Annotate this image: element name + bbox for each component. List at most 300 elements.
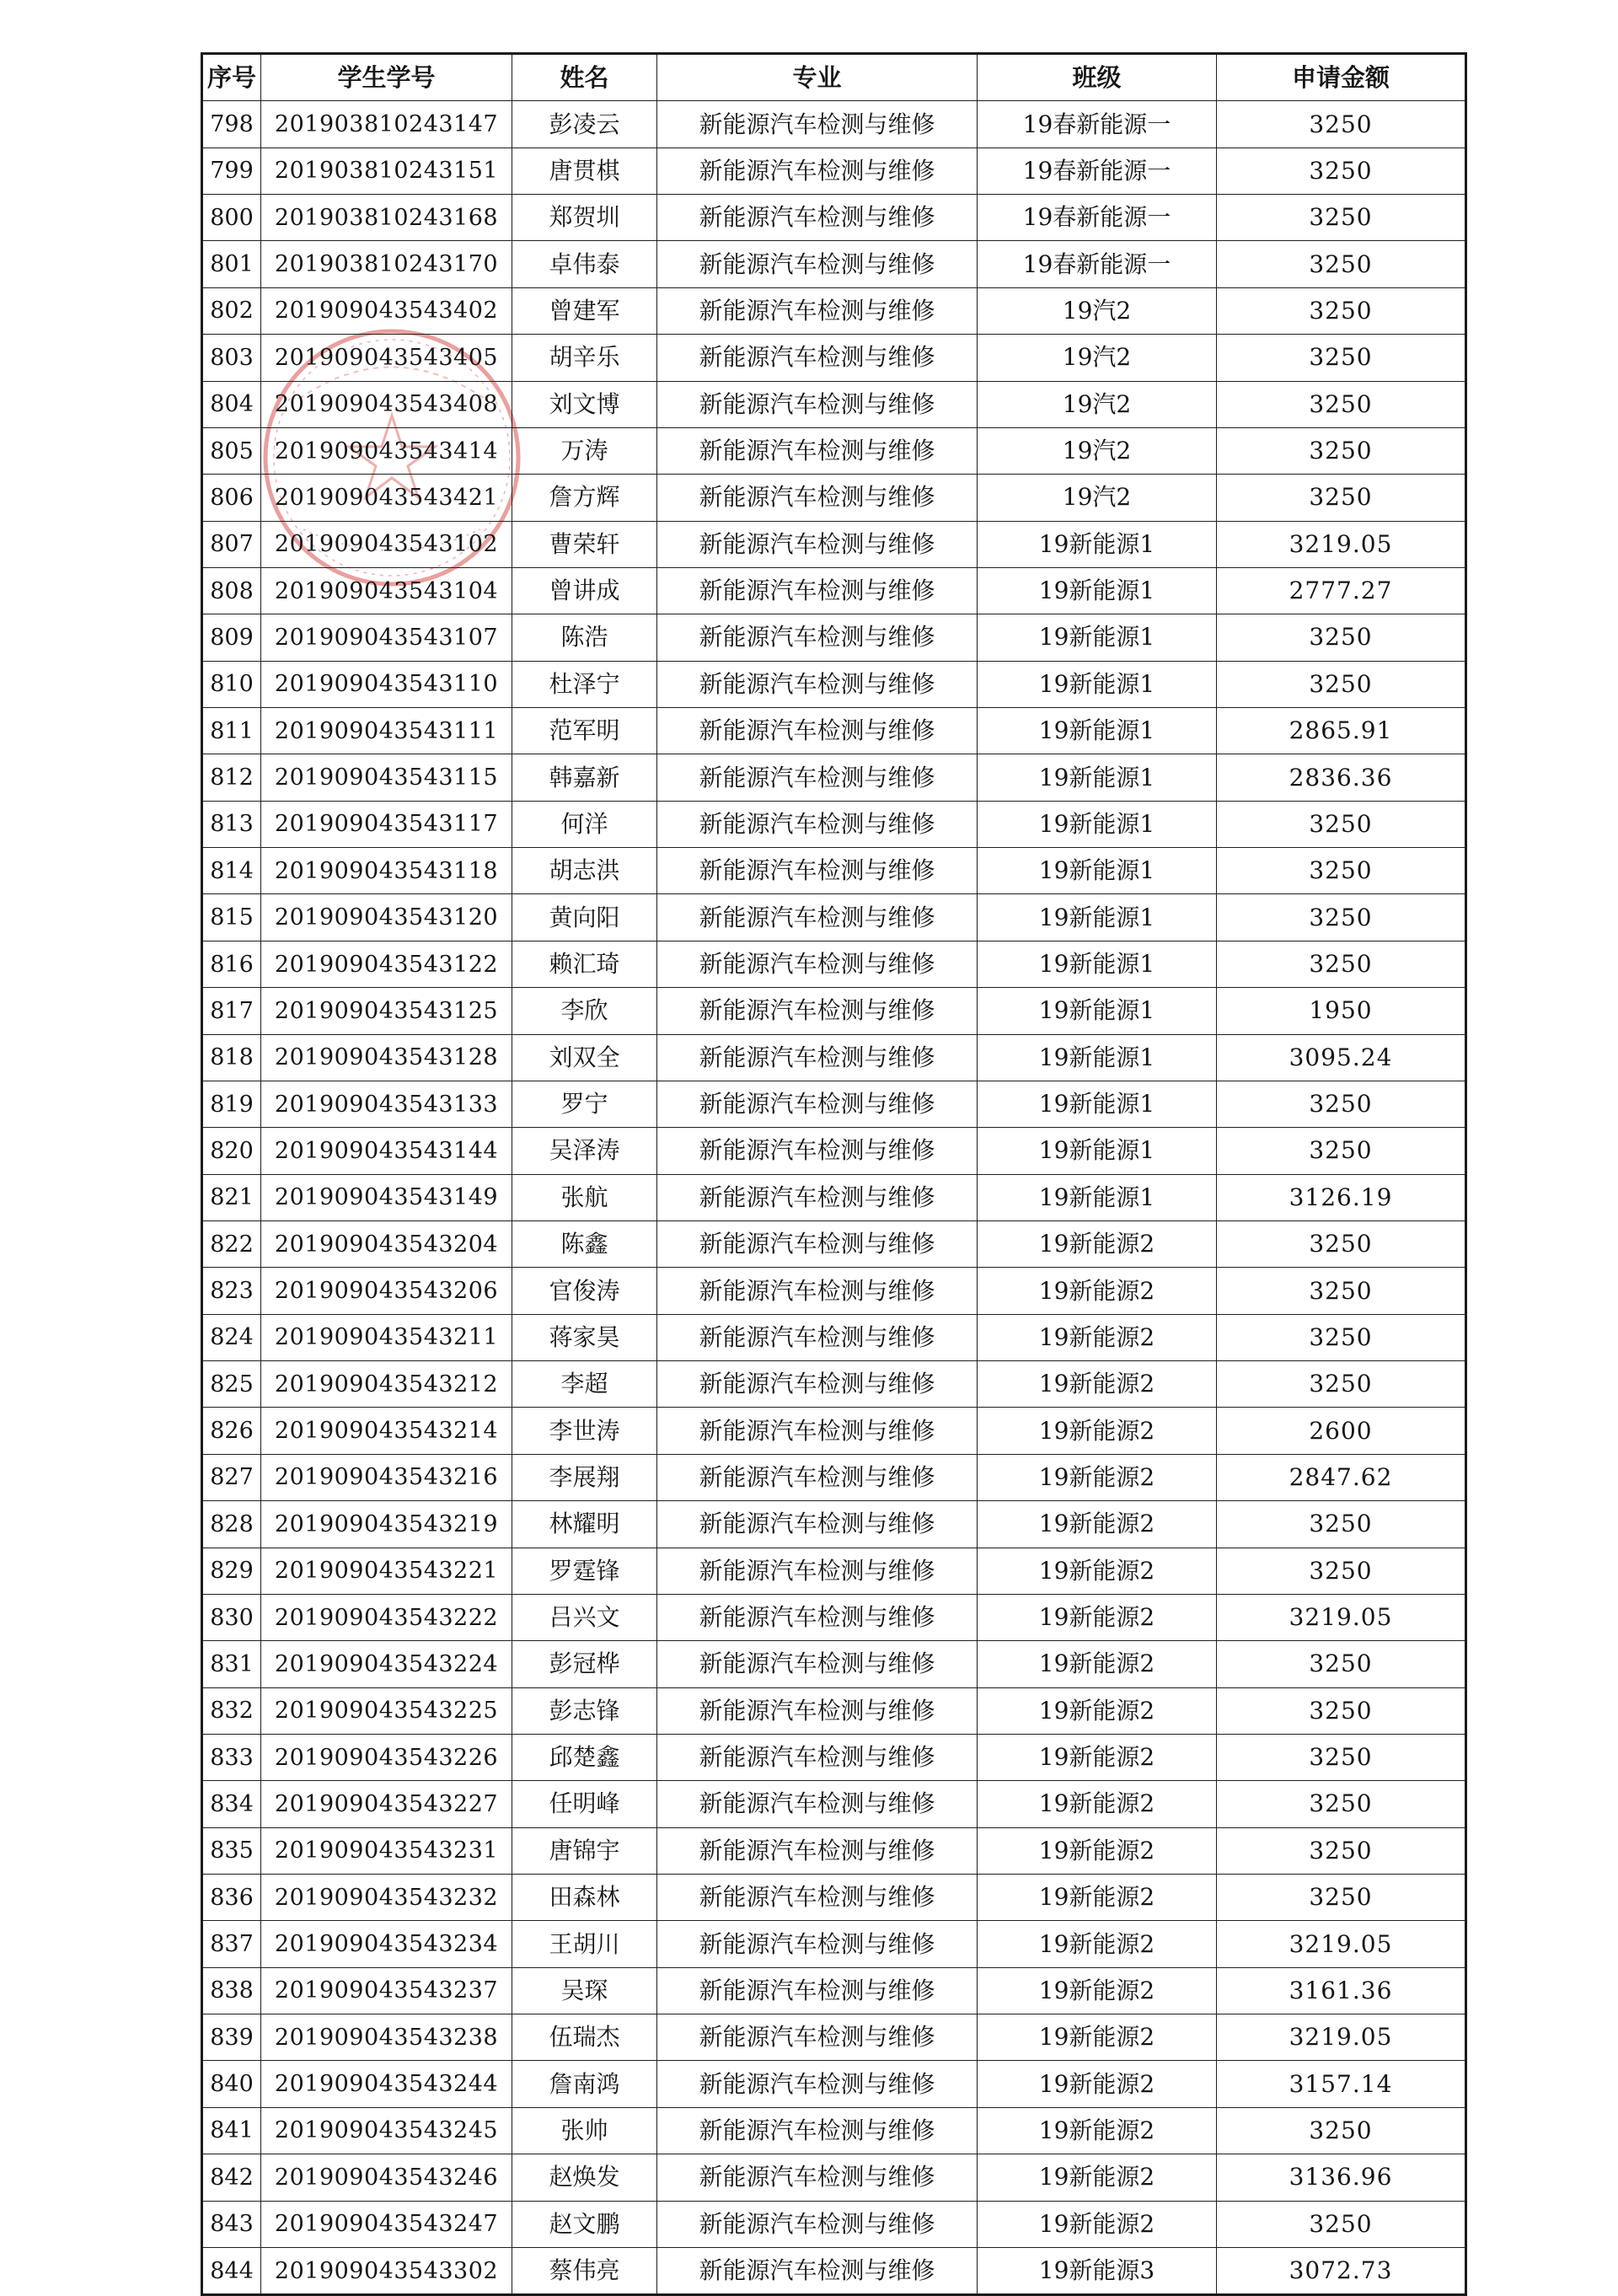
cell-major: 新能源汽车检测与维修 bbox=[657, 1220, 978, 1267]
cell-amount: 1950 bbox=[1217, 988, 1466, 1034]
cell-amount: 3250 bbox=[1217, 2201, 1466, 2247]
cell-name: 彭凌云 bbox=[512, 101, 657, 148]
cell-name: 吕兴文 bbox=[512, 1594, 657, 1640]
cell-name: 詹方辉 bbox=[512, 475, 657, 521]
table-row bbox=[202, 941, 1466, 987]
cell-class: 19新能源2 bbox=[978, 1361, 1217, 1408]
cell-name: 曾讲成 bbox=[512, 567, 657, 614]
cell-class: 19新能源2 bbox=[978, 2154, 1217, 2201]
cell-amount: 3250 bbox=[1217, 1827, 1466, 1874]
cell-id: 201909043543111 bbox=[261, 708, 512, 754]
cell-name: 万涛 bbox=[512, 427, 657, 474]
cell-name: 官俊涛 bbox=[512, 1268, 657, 1314]
cell-name: 赵焕发 bbox=[512, 2154, 657, 2201]
cell-name: 刘文博 bbox=[512, 381, 657, 427]
table-row bbox=[202, 2061, 1466, 2107]
cell-seq: 800 bbox=[202, 195, 261, 241]
cell-class: 19新能源1 bbox=[978, 708, 1217, 754]
cell-amount: 3250 bbox=[1217, 1687, 1466, 1734]
table-row bbox=[202, 614, 1466, 661]
header-student-id: 学生学号 bbox=[261, 54, 512, 101]
grant-application-table bbox=[201, 52, 1467, 2296]
header-amount: 申请金额 bbox=[1217, 54, 1466, 101]
cell-amount: 3250 bbox=[1217, 381, 1466, 427]
cell-class: 19新能源1 bbox=[978, 754, 1217, 801]
table-body bbox=[202, 101, 1466, 2295]
cell-id: 201909043543120 bbox=[261, 894, 512, 941]
cell-id: 201909043543414 bbox=[261, 427, 512, 474]
cell-class: 19新能源2 bbox=[978, 2107, 1217, 2154]
table-row bbox=[202, 1314, 1466, 1360]
cell-major: 新能源汽车检测与维修 bbox=[657, 1781, 978, 1827]
cell-name: 韩嘉新 bbox=[512, 754, 657, 801]
cell-amount: 2600 bbox=[1217, 1408, 1466, 1454]
cell-amount: 3250 bbox=[1217, 1501, 1466, 1548]
cell-major: 新能源汽车检测与维修 bbox=[657, 988, 978, 1034]
table-row bbox=[202, 1268, 1466, 1314]
cell-seq: 833 bbox=[202, 1734, 261, 1780]
cell-class: 19汽2 bbox=[978, 335, 1217, 381]
cell-major: 新能源汽车检测与维修 bbox=[657, 1174, 978, 1220]
cell-major: 新能源汽车检测与维修 bbox=[657, 1034, 978, 1081]
table-row bbox=[202, 1034, 1466, 1081]
cell-major: 新能源汽车检测与维修 bbox=[657, 148, 978, 194]
cell-major: 新能源汽车检测与维修 bbox=[657, 2247, 978, 2294]
cell-name: 彭冠桦 bbox=[512, 1641, 657, 1687]
cell-amount: 3250 bbox=[1217, 2107, 1466, 2154]
cell-id: 201909043543247 bbox=[261, 2201, 512, 2247]
cell-amount: 3250 bbox=[1217, 287, 1466, 334]
cell-id: 201909043543222 bbox=[261, 1594, 512, 1640]
cell-amount: 2865.91 bbox=[1217, 708, 1466, 754]
cell-name: 罗宁 bbox=[512, 1081, 657, 1127]
cell-seq: 805 bbox=[202, 427, 261, 474]
cell-seq: 822 bbox=[202, 1220, 261, 1267]
cell-class: 19新能源2 bbox=[978, 2201, 1217, 2247]
header-name: 姓名 bbox=[512, 54, 657, 101]
cell-class: 19新能源1 bbox=[978, 848, 1217, 894]
cell-seq: 803 bbox=[202, 335, 261, 381]
cell-seq: 836 bbox=[202, 1875, 261, 1921]
table-header-row bbox=[202, 54, 1466, 101]
cell-major: 新能源汽车检测与维修 bbox=[657, 941, 978, 987]
cell-id: 201909043543212 bbox=[261, 1361, 512, 1408]
cell-major: 新能源汽车检测与维修 bbox=[657, 241, 978, 287]
cell-class: 19新能源1 bbox=[978, 521, 1217, 567]
cell-id: 201909043543238 bbox=[261, 2014, 512, 2061]
table-row bbox=[202, 427, 1466, 474]
cell-name: 伍瑞杰 bbox=[512, 2014, 657, 2061]
cell-amount: 3250 bbox=[1217, 1734, 1466, 1780]
cell-name: 李世涛 bbox=[512, 1408, 657, 1454]
cell-major: 新能源汽车检测与维修 bbox=[657, 848, 978, 894]
cell-major: 新能源汽车检测与维修 bbox=[657, 1687, 978, 1734]
cell-amount: 3250 bbox=[1217, 1268, 1466, 1314]
cell-name: 何洋 bbox=[512, 801, 657, 847]
cell-class: 19新能源1 bbox=[978, 1034, 1217, 1081]
cell-major: 新能源汽车检测与维修 bbox=[657, 287, 978, 334]
cell-major: 新能源汽车检测与维修 bbox=[657, 1361, 978, 1408]
cell-id: 201909043543128 bbox=[261, 1034, 512, 1081]
cell-major: 新能源汽车检测与维修 bbox=[657, 1921, 978, 1967]
cell-name: 胡辛乐 bbox=[512, 335, 657, 381]
cell-class: 19新能源2 bbox=[978, 1967, 1217, 2014]
cell-id: 201909043543144 bbox=[261, 1128, 512, 1174]
table-row bbox=[202, 1174, 1466, 1220]
table-row bbox=[202, 801, 1466, 847]
cell-seq: 830 bbox=[202, 1594, 261, 1640]
cell-seq: 837 bbox=[202, 1921, 261, 1967]
table-row bbox=[202, 2014, 1466, 2061]
cell-major: 新能源汽车检测与维修 bbox=[657, 1875, 978, 1921]
cell-id: 201903810243147 bbox=[261, 101, 512, 148]
cell-amount: 3136.96 bbox=[1217, 2154, 1466, 2201]
cell-class: 19新能源2 bbox=[978, 1875, 1217, 1921]
table-row bbox=[202, 848, 1466, 894]
cell-id: 201909043543102 bbox=[261, 521, 512, 567]
cell-id: 201903810243170 bbox=[261, 241, 512, 287]
cell-seq: 832 bbox=[202, 1687, 261, 1734]
cell-seq: 819 bbox=[202, 1081, 261, 1127]
cell-class: 19新能源1 bbox=[978, 988, 1217, 1034]
cell-class: 19新能源1 bbox=[978, 941, 1217, 987]
cell-seq: 828 bbox=[202, 1501, 261, 1548]
cell-seq: 811 bbox=[202, 708, 261, 754]
table-row bbox=[202, 381, 1466, 427]
cell-amount: 3250 bbox=[1217, 475, 1466, 521]
cell-major: 新能源汽车检测与维修 bbox=[657, 1734, 978, 1780]
cell-id: 201909043543302 bbox=[261, 2247, 512, 2294]
cell-class: 19春新能源一 bbox=[978, 101, 1217, 148]
cell-seq: 812 bbox=[202, 754, 261, 801]
table-row bbox=[202, 1501, 1466, 1548]
cell-seq: 807 bbox=[202, 521, 261, 567]
table-row bbox=[202, 1081, 1466, 1127]
cell-major: 新能源汽车检测与维修 bbox=[657, 754, 978, 801]
cell-amount: 3250 bbox=[1217, 848, 1466, 894]
cell-major: 新能源汽车检测与维修 bbox=[657, 2014, 978, 2061]
cell-major: 新能源汽车检测与维修 bbox=[657, 894, 978, 941]
cell-amount: 3219.05 bbox=[1217, 1594, 1466, 1640]
cell-name: 陈鑫 bbox=[512, 1220, 657, 1267]
cell-name: 刘双全 bbox=[512, 1034, 657, 1081]
cell-seq: 840 bbox=[202, 2061, 261, 2107]
cell-seq: 838 bbox=[202, 1967, 261, 2014]
cell-seq: 809 bbox=[202, 614, 261, 661]
cell-name: 彭志锋 bbox=[512, 1687, 657, 1734]
cell-major: 新能源汽车检测与维修 bbox=[657, 381, 978, 427]
cell-id: 201909043543122 bbox=[261, 941, 512, 987]
cell-class: 19汽2 bbox=[978, 381, 1217, 427]
header-seq: 序号 bbox=[202, 54, 261, 101]
table-row bbox=[202, 1687, 1466, 1734]
cell-amount: 3072.73 bbox=[1217, 2247, 1466, 2294]
cell-id: 201903810243168 bbox=[261, 195, 512, 241]
cell-seq: 825 bbox=[202, 1361, 261, 1408]
cell-seq: 804 bbox=[202, 381, 261, 427]
cell-amount: 3250 bbox=[1217, 801, 1466, 847]
cell-class: 19新能源2 bbox=[978, 1921, 1217, 1967]
table-row bbox=[202, 1454, 1466, 1500]
cell-class: 19新能源2 bbox=[978, 2061, 1217, 2107]
cell-amount: 3250 bbox=[1217, 1781, 1466, 1827]
cell-id: 201909043543206 bbox=[261, 1268, 512, 1314]
table-row bbox=[202, 1921, 1466, 1967]
cell-id: 201909043543237 bbox=[261, 1967, 512, 2014]
header-major: 专业 bbox=[657, 54, 978, 101]
cell-name: 林耀明 bbox=[512, 1501, 657, 1548]
cell-id: 201909043543133 bbox=[261, 1081, 512, 1127]
cell-id: 201909043543219 bbox=[261, 1501, 512, 1548]
table-row bbox=[202, 148, 1466, 194]
cell-amount: 3250 bbox=[1217, 1875, 1466, 1921]
cell-name: 唐贯棋 bbox=[512, 148, 657, 194]
cell-class: 19新能源1 bbox=[978, 1081, 1217, 1127]
cell-name: 李展翔 bbox=[512, 1454, 657, 1500]
cell-amount: 3250 bbox=[1217, 894, 1466, 941]
table-row bbox=[202, 195, 1466, 241]
cell-class: 19新能源2 bbox=[978, 1781, 1217, 1827]
cell-class: 19新能源2 bbox=[978, 1314, 1217, 1360]
cell-name: 胡志洪 bbox=[512, 848, 657, 894]
cell-id: 201909043543125 bbox=[261, 988, 512, 1034]
cell-amount: 3126.19 bbox=[1217, 1174, 1466, 1220]
cell-class: 19新能源2 bbox=[978, 1594, 1217, 1640]
cell-id: 201909043543216 bbox=[261, 1454, 512, 1500]
cell-id: 201909043543245 bbox=[261, 2107, 512, 2154]
cell-seq: 802 bbox=[202, 287, 261, 334]
cell-class: 19新能源2 bbox=[978, 1548, 1217, 1594]
cell-name: 王胡川 bbox=[512, 1921, 657, 1967]
cell-class: 19新能源2 bbox=[978, 1734, 1217, 1780]
table-row bbox=[202, 894, 1466, 941]
cell-id: 201909043543118 bbox=[261, 848, 512, 894]
cell-name: 李超 bbox=[512, 1361, 657, 1408]
cell-name: 范军明 bbox=[512, 708, 657, 754]
cell-seq: 827 bbox=[202, 1454, 261, 1500]
cell-name: 詹南鸿 bbox=[512, 2061, 657, 2107]
cell-id: 201909043543234 bbox=[261, 1921, 512, 1967]
cell-class: 19汽2 bbox=[978, 287, 1217, 334]
cell-id: 201909043543214 bbox=[261, 1408, 512, 1454]
cell-class: 19新能源1 bbox=[978, 801, 1217, 847]
cell-seq: 813 bbox=[202, 801, 261, 847]
cell-amount: 3250 bbox=[1217, 101, 1466, 148]
cell-major: 新能源汽车检测与维修 bbox=[657, 1967, 978, 2014]
cell-major: 新能源汽车检测与维修 bbox=[657, 427, 978, 474]
cell-seq: 816 bbox=[202, 941, 261, 987]
cell-name: 蒋家昊 bbox=[512, 1314, 657, 1360]
cell-id: 201909043543110 bbox=[261, 661, 512, 707]
cell-class: 19汽2 bbox=[978, 427, 1217, 474]
cell-seq: 810 bbox=[202, 661, 261, 707]
table-row bbox=[202, 1781, 1466, 1827]
cell-amount: 3250 bbox=[1217, 241, 1466, 287]
table-row bbox=[202, 2201, 1466, 2247]
table-row bbox=[202, 1220, 1466, 1267]
cell-id: 201909043543227 bbox=[261, 1781, 512, 1827]
cell-class: 19新能源1 bbox=[978, 661, 1217, 707]
cell-major: 新能源汽车检测与维修 bbox=[657, 195, 978, 241]
cell-id: 201909043543226 bbox=[261, 1734, 512, 1780]
cell-amount: 3250 bbox=[1217, 148, 1466, 194]
cell-class: 19新能源2 bbox=[978, 2014, 1217, 2061]
table-row bbox=[202, 988, 1466, 1034]
cell-id: 201909043543204 bbox=[261, 1220, 512, 1267]
cell-id: 201909043543402 bbox=[261, 287, 512, 334]
cell-major: 新能源汽车检测与维修 bbox=[657, 661, 978, 707]
cell-seq: 820 bbox=[202, 1128, 261, 1174]
cell-name: 黄向阳 bbox=[512, 894, 657, 941]
cell-seq: 839 bbox=[202, 2014, 261, 2061]
cell-id: 201909043543405 bbox=[261, 335, 512, 381]
cell-class: 19新能源3 bbox=[978, 2247, 1217, 2294]
cell-seq: 799 bbox=[202, 148, 261, 194]
cell-amount: 3250 bbox=[1217, 1081, 1466, 1127]
cell-name: 陈浩 bbox=[512, 614, 657, 661]
table-row bbox=[202, 2107, 1466, 2154]
cell-name: 张航 bbox=[512, 1174, 657, 1220]
cell-id: 201909043543231 bbox=[261, 1827, 512, 1874]
table-row bbox=[202, 2247, 1466, 2294]
cell-seq: 823 bbox=[202, 1268, 261, 1314]
cell-seq: 831 bbox=[202, 1641, 261, 1687]
cell-name: 赵文鹏 bbox=[512, 2201, 657, 2247]
table-row bbox=[202, 1408, 1466, 1454]
cell-id: 201909043543232 bbox=[261, 1875, 512, 1921]
cell-name: 吴琛 bbox=[512, 1967, 657, 2014]
cell-major: 新能源汽车检测与维修 bbox=[657, 2107, 978, 2154]
cell-major: 新能源汽车检测与维修 bbox=[657, 1268, 978, 1314]
cell-name: 郑贺圳 bbox=[512, 195, 657, 241]
cell-id: 201909043543149 bbox=[261, 1174, 512, 1220]
cell-major: 新能源汽车检测与维修 bbox=[657, 708, 978, 754]
cell-amount: 2836.36 bbox=[1217, 754, 1466, 801]
cell-name: 赖汇琦 bbox=[512, 941, 657, 987]
cell-major: 新能源汽车检测与维修 bbox=[657, 101, 978, 148]
cell-id: 201903810243151 bbox=[261, 148, 512, 194]
table-row bbox=[202, 1594, 1466, 1640]
cell-amount: 3250 bbox=[1217, 1361, 1466, 1408]
cell-major: 新能源汽车检测与维修 bbox=[657, 2201, 978, 2247]
cell-class: 19春新能源一 bbox=[978, 241, 1217, 287]
cell-class: 19新能源2 bbox=[978, 1454, 1217, 1500]
cell-class: 19汽2 bbox=[978, 475, 1217, 521]
cell-amount: 3219.05 bbox=[1217, 1921, 1466, 1967]
cell-seq: 815 bbox=[202, 894, 261, 941]
cell-amount: 3161.36 bbox=[1217, 1967, 1466, 2014]
cell-seq: 835 bbox=[202, 1827, 261, 1874]
cell-class: 19新能源2 bbox=[978, 1687, 1217, 1734]
cell-id: 201909043543421 bbox=[261, 475, 512, 521]
cell-amount: 3250 bbox=[1217, 614, 1466, 661]
cell-major: 新能源汽车检测与维修 bbox=[657, 2061, 978, 2107]
cell-id: 201909043543115 bbox=[261, 754, 512, 801]
cell-name: 曾建军 bbox=[512, 287, 657, 334]
cell-seq: 817 bbox=[202, 988, 261, 1034]
cell-amount: 3250 bbox=[1217, 1314, 1466, 1360]
cell-major: 新能源汽车检测与维修 bbox=[657, 801, 978, 847]
cell-id: 201909043543224 bbox=[261, 1641, 512, 1687]
cell-id: 201909043543117 bbox=[261, 801, 512, 847]
cell-class: 19新能源1 bbox=[978, 1128, 1217, 1174]
cell-major: 新能源汽车检测与维修 bbox=[657, 335, 978, 381]
table-row bbox=[202, 1734, 1466, 1780]
cell-name: 罗霆锋 bbox=[512, 1548, 657, 1594]
cell-class: 19新能源1 bbox=[978, 567, 1217, 614]
cell-amount: 3250 bbox=[1217, 1548, 1466, 1594]
table-row bbox=[202, 754, 1466, 801]
cell-amount: 3250 bbox=[1217, 1128, 1466, 1174]
cell-id: 201909043543246 bbox=[261, 2154, 512, 2201]
table-row bbox=[202, 101, 1466, 148]
table-row bbox=[202, 521, 1466, 567]
table-row bbox=[202, 1827, 1466, 1874]
cell-amount: 3250 bbox=[1217, 1641, 1466, 1687]
cell-name: 邱楚鑫 bbox=[512, 1734, 657, 1780]
cell-name: 蔡伟亮 bbox=[512, 2247, 657, 2294]
cell-amount: 3250 bbox=[1217, 661, 1466, 707]
cell-seq: 814 bbox=[202, 848, 261, 894]
cell-name: 任明峰 bbox=[512, 1781, 657, 1827]
cell-amount: 2847.62 bbox=[1217, 1454, 1466, 1500]
cell-class: 19新能源1 bbox=[978, 614, 1217, 661]
cell-amount: 3250 bbox=[1217, 941, 1466, 987]
cell-class: 19新能源1 bbox=[978, 1174, 1217, 1220]
cell-seq: 841 bbox=[202, 2107, 261, 2154]
table-row bbox=[202, 241, 1466, 287]
cell-class: 19新能源2 bbox=[978, 1641, 1217, 1687]
cell-name: 吴泽涛 bbox=[512, 1128, 657, 1174]
cell-amount: 3250 bbox=[1217, 1220, 1466, 1267]
table-row bbox=[202, 1128, 1466, 1174]
cell-major: 新能源汽车检测与维修 bbox=[657, 1314, 978, 1360]
cell-name: 唐锦宇 bbox=[512, 1827, 657, 1874]
cell-seq: 801 bbox=[202, 241, 261, 287]
cell-seq: 834 bbox=[202, 1781, 261, 1827]
cell-seq: 808 bbox=[202, 567, 261, 614]
table-row bbox=[202, 1361, 1466, 1408]
cell-name: 卓伟泰 bbox=[512, 241, 657, 287]
cell-name: 曹荣轩 bbox=[512, 521, 657, 567]
cell-amount: 3250 bbox=[1217, 427, 1466, 474]
cell-major: 新能源汽车检测与维修 bbox=[657, 1594, 978, 1640]
cell-major: 新能源汽车检测与维修 bbox=[657, 1827, 978, 1874]
cell-amount: 3250 bbox=[1217, 335, 1466, 381]
cell-major: 新能源汽车检测与维修 bbox=[657, 521, 978, 567]
cell-name: 张帅 bbox=[512, 2107, 657, 2154]
cell-name: 田森林 bbox=[512, 1875, 657, 1921]
cell-seq: 798 bbox=[202, 101, 261, 148]
table-row bbox=[202, 661, 1466, 707]
cell-major: 新能源汽车检测与维修 bbox=[657, 1454, 978, 1500]
cell-major: 新能源汽车检测与维修 bbox=[657, 1128, 978, 1174]
cell-amount: 3157.14 bbox=[1217, 2061, 1466, 2107]
cell-seq: 806 bbox=[202, 475, 261, 521]
cell-name: 杜泽宁 bbox=[512, 661, 657, 707]
cell-major: 新能源汽车检测与维修 bbox=[657, 567, 978, 614]
cell-major: 新能源汽车检测与维修 bbox=[657, 2154, 978, 2201]
cell-name: 李欣 bbox=[512, 988, 657, 1034]
cell-class: 19新能源2 bbox=[978, 1827, 1217, 1874]
cell-class: 19新能源1 bbox=[978, 894, 1217, 941]
cell-class: 19春新能源一 bbox=[978, 148, 1217, 194]
cell-id: 201909043543104 bbox=[261, 567, 512, 614]
cell-major: 新能源汽车检测与维修 bbox=[657, 1641, 978, 1687]
table-row bbox=[202, 1548, 1466, 1594]
cell-seq: 842 bbox=[202, 2154, 261, 2201]
cell-seq: 818 bbox=[202, 1034, 261, 1081]
